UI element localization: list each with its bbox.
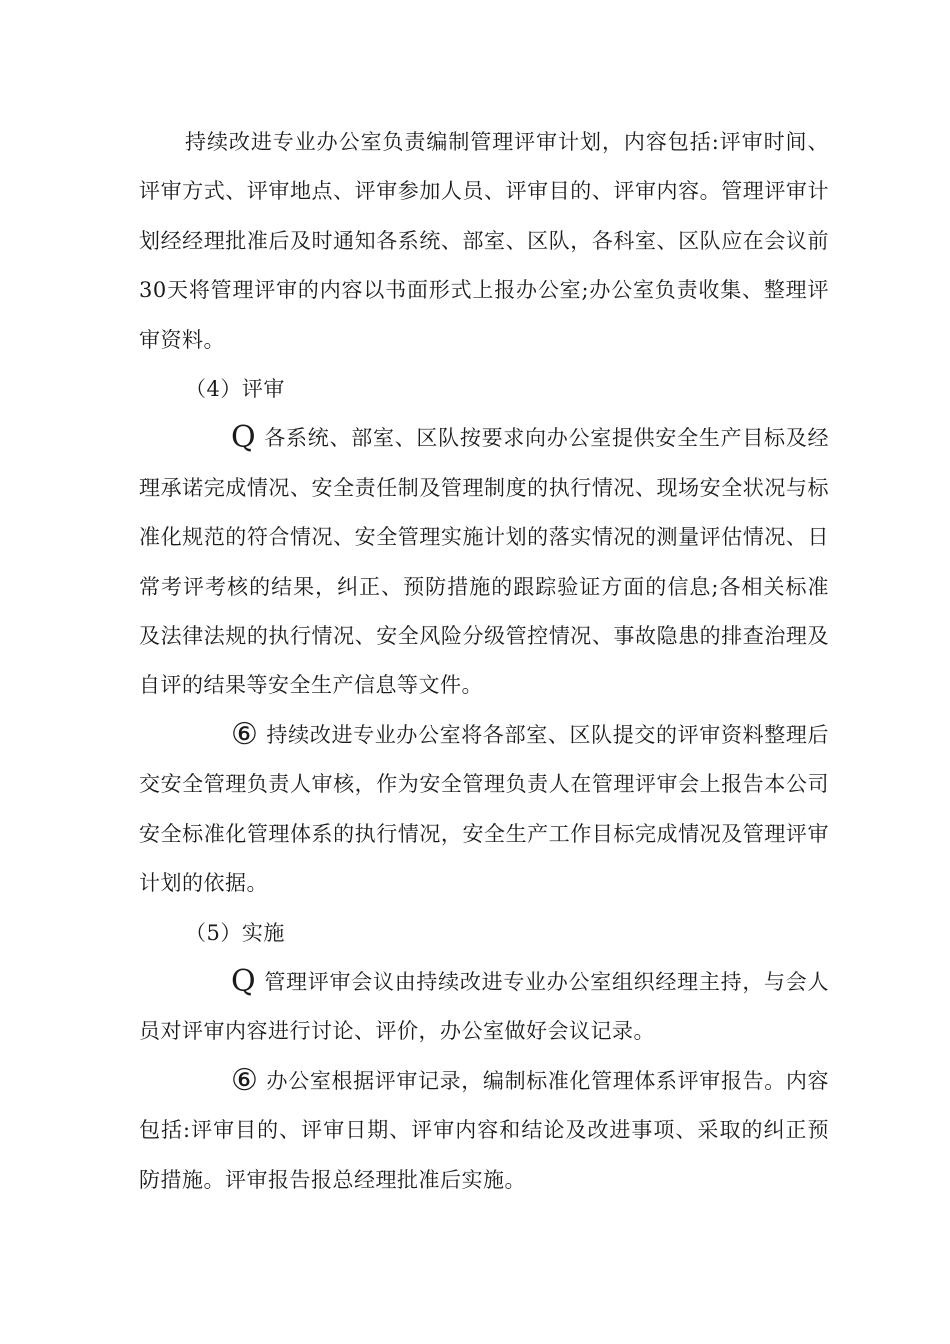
item-review-report: [139, 1057, 829, 1205]
item-text: 管理评审会议由持续改进专业办公室组织经理主持，与会人员对评审内容进行讨论、评价，办公室做好会议记录。: [139, 969, 829, 1044]
item-text: 持续改进专业办公室将各部室、区队提交的评审资料整理后交安全管理负责人审核，作为安全管理负责人在管理评审会上报告本公司安全标准化管理体系的执行情况，安全生产工作目标完成情况及管理评审计划的依据。: [139, 722, 829, 896]
item-submit-information: [139, 414, 829, 710]
item-text: 办公室根据评审记录，编制标准化管理体系评审报告。内容包括:评审目的、评审日期、评审内容和结论及改进事项、采取的纠正预防措施。评审报告报总经理批准后实施。: [139, 1068, 829, 1192]
section-heading-implementation: （5）实施: [185, 920, 285, 945]
list-marker: Q: [231, 420, 257, 456]
item-review-meeting: [139, 958, 829, 1057]
item-organize-materials: [139, 711, 829, 909]
list-marker: Q: [231, 963, 257, 999]
item-text: 各系统、部室、区队按要求向办公室提供安全生产目标及经理承诺完成情况、安全责任制及管理制度的执行情况、现场安全状况与标准化规范的符合情况、安全管理实施计划的落实情况的测量评估情况、日常考评考核的结果，纠正、预防措施的跟踪验证方面的信息;各相关标准及法律法规的执行情况、安全风险分级管控情况、事故隐患的排查治理及自评的结果等安全生产信息等文件。: [139, 426, 829, 698]
section-heading-review: （4）评审: [185, 377, 285, 402]
document-body: [139, 118, 829, 1205]
list-marker: ⑥: [231, 716, 259, 752]
list-marker: ⑥: [231, 1062, 259, 1098]
paragraph-review-plan: 持续改进专业办公室负责编制管理评审计划，内容包括:评审时间、评审方式、评审地点、评审参加人员、评审目的、评审内容。管理评审计划经经理批准后及时通知各系统、部室、区队，各科室、区队应在会议前30天将管理评审的内容以书面形式上报办公室;办公室负责收集、整理评审资料。: [139, 130, 829, 352]
